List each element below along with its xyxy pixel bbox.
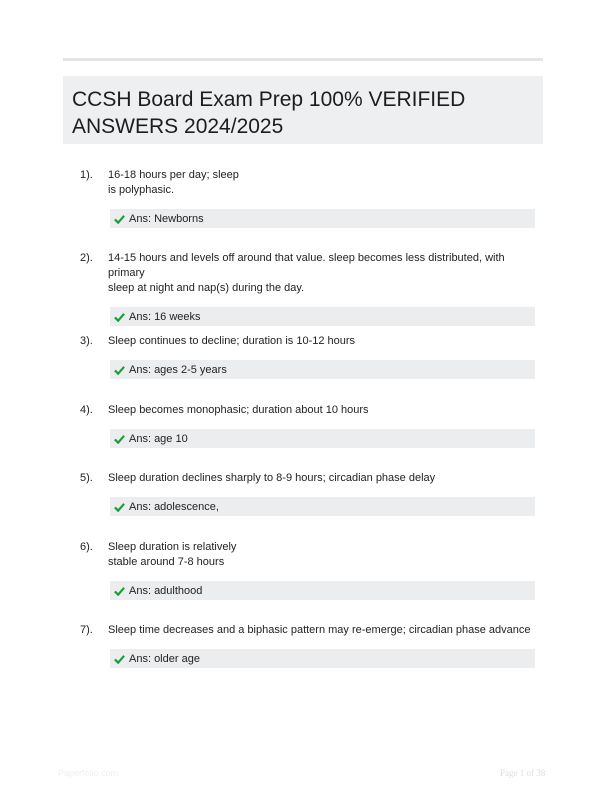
check-icon bbox=[114, 502, 125, 512]
answer-text: Ans: older age bbox=[129, 652, 200, 665]
question-text: 14-15 hours and levels off around that value. sleep becomes less distributed, with primary sleep at night and nap(s) during the day. bbox=[108, 252, 505, 294]
question-number: 6). bbox=[80, 541, 93, 553]
answer-text: Ans: Newborns bbox=[129, 212, 204, 225]
answer-box bbox=[110, 649, 535, 668]
answer-text: Ans: adolescence, bbox=[129, 500, 219, 513]
question-item bbox=[80, 403, 540, 448]
answer-text: Ans: ages 2-5 years bbox=[129, 363, 227, 376]
question-item bbox=[80, 471, 540, 516]
question-text: Sleep duration is relatively stable around 7-8 hours bbox=[108, 541, 237, 568]
answer-text: Ans: 16 weeks bbox=[129, 310, 201, 323]
answer-box bbox=[110, 581, 535, 600]
question-text: 16-18 hours per day; sleep is polyphasic. bbox=[108, 169, 239, 196]
question-item bbox=[80, 623, 540, 668]
question-number: 1). bbox=[80, 169, 93, 181]
answer-box bbox=[110, 360, 535, 379]
answer-box bbox=[110, 497, 535, 516]
question-text: Sleep becomes monophasic; duration about 10 hours bbox=[108, 404, 369, 416]
question-number: 4). bbox=[80, 404, 93, 416]
question-item bbox=[80, 334, 540, 379]
check-icon bbox=[114, 586, 125, 596]
footer-watermark: Paperfolio.com bbox=[58, 768, 119, 778]
answer-text: Ans: adulthood bbox=[129, 584, 203, 597]
title-banner bbox=[63, 76, 543, 144]
question-number: 7). bbox=[80, 624, 93, 636]
answer-text: Ans: age 10 bbox=[129, 432, 188, 445]
question-text: Sleep duration declines sharply to 8-9 hours; circadian phase delay bbox=[108, 472, 436, 484]
check-icon bbox=[114, 214, 125, 224]
check-icon bbox=[114, 434, 125, 444]
question-number: 5). bbox=[80, 472, 93, 484]
question-text: Sleep time decreases and a biphasic pattern may re-emerge; circadian phase advance bbox=[108, 624, 531, 636]
page-title: CCSH Board Exam Prep 100% VERIFIED ANSWERS 2024/2025 bbox=[72, 88, 466, 138]
question-number: 3). bbox=[80, 335, 93, 347]
question-item bbox=[80, 251, 540, 326]
question-item bbox=[80, 168, 540, 228]
answer-box bbox=[110, 209, 535, 228]
top-divider bbox=[63, 58, 543, 61]
check-icon bbox=[114, 365, 125, 375]
question-item bbox=[80, 540, 540, 600]
question-text: Sleep continues to decline; duration is 10-12 hours bbox=[108, 335, 356, 347]
page-number: Page 1 of 38 bbox=[500, 768, 546, 778]
check-icon bbox=[114, 654, 125, 664]
check-icon bbox=[114, 312, 125, 322]
answer-box bbox=[110, 429, 535, 448]
answer-box bbox=[110, 307, 535, 326]
question-number: 2). bbox=[80, 252, 93, 264]
